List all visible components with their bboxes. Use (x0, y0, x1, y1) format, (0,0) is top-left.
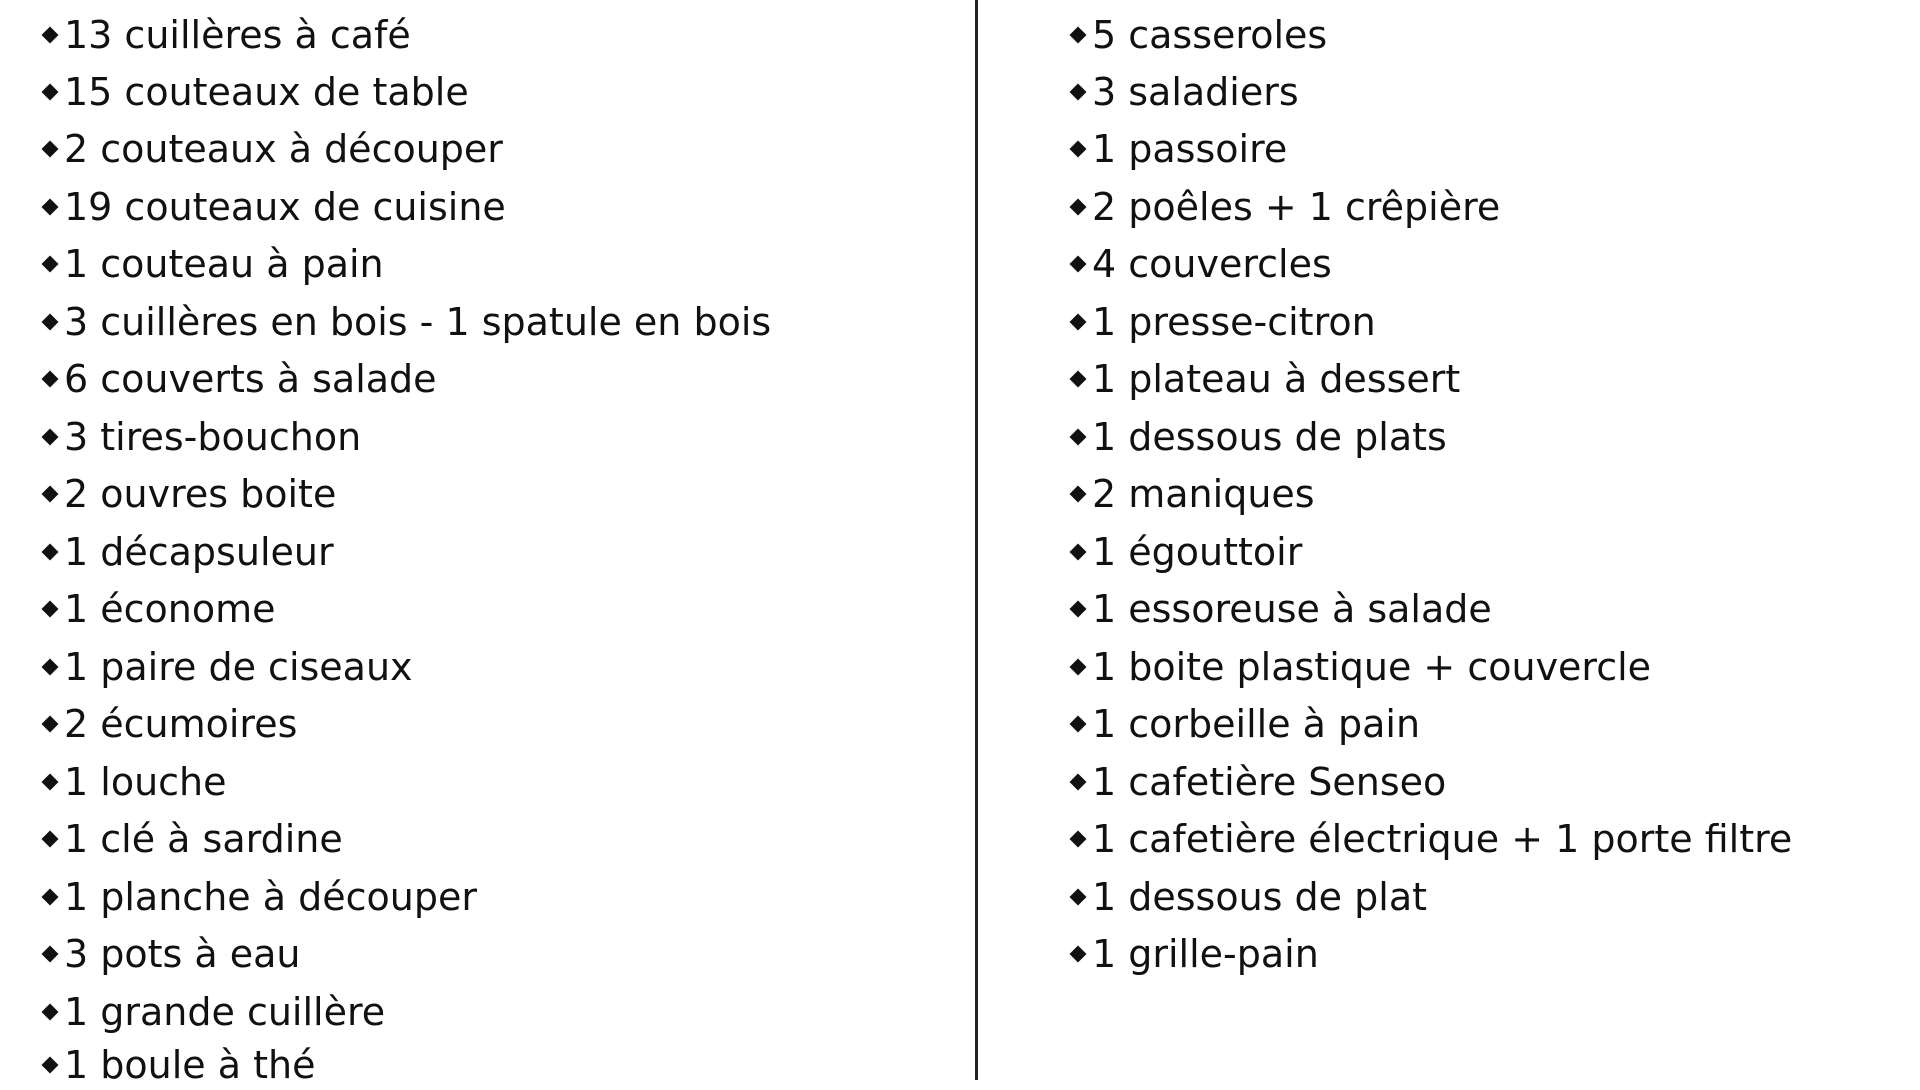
list-item (40, 297, 771, 347)
list-item (1068, 757, 1446, 807)
list-item (1068, 67, 1299, 117)
list-item (1068, 872, 1427, 922)
bullet-diamond-icon (1070, 946, 1087, 963)
list-item-text: 1 égouttoir (1092, 530, 1303, 574)
list-item (1068, 124, 1287, 174)
list-item-text: 4 couvercles (1092, 242, 1332, 286)
bullet-diamond-icon (42, 486, 59, 503)
list-item-text: 2 écumoires (64, 702, 298, 746)
list-item-text: 6 couverts à salade (64, 357, 437, 401)
list-item (1068, 297, 1376, 347)
list-item-text: 1 corbeille à pain (1092, 702, 1421, 746)
list-item (40, 757, 227, 807)
list-item (40, 987, 385, 1037)
list-item-text: 13 cuillères à café (64, 13, 411, 57)
bullet-diamond-icon (1070, 141, 1087, 158)
list-item-text: 1 décapsuleur (64, 530, 334, 574)
bullet-diamond-icon (1070, 84, 1087, 101)
list-item-text: 1 cafetière Senseo (1092, 760, 1447, 804)
list-item-text: 1 grille-pain (1092, 932, 1319, 976)
bullet-diamond-icon (42, 314, 59, 331)
list-item (40, 872, 477, 922)
bullet-diamond-icon (1070, 199, 1087, 216)
bullet-diamond-icon (42, 544, 59, 561)
list-item (1068, 239, 1332, 289)
bullet-diamond-icon (42, 429, 59, 446)
bullet-diamond-icon (42, 141, 59, 158)
list-item (1068, 354, 1460, 404)
list-item-text: 3 saladiers (1092, 70, 1299, 114)
list-item (40, 929, 301, 979)
bullet-diamond-icon (42, 774, 59, 791)
list-item-text: 1 planche à découper (64, 875, 477, 919)
list-item-text: 2 couteaux à découper (64, 127, 503, 171)
list-item-text: 2 poêles + 1 crêpière (1092, 185, 1501, 229)
list-item (1068, 584, 1492, 634)
list-item-text: 1 cafetière électrique + 1 porte filtre (1092, 817, 1793, 861)
list-item-text: 1 essoreuse à salade (1092, 587, 1492, 631)
list-item-text: 1 grande cuillère (64, 990, 386, 1034)
list-item (40, 124, 503, 174)
list-item-text: 1 clé à sardine (64, 817, 343, 861)
list-item-text: 19 couteaux de cuisine (64, 185, 506, 229)
bullet-diamond-icon (1070, 716, 1087, 733)
list-item (40, 527, 334, 577)
list-item (40, 699, 297, 749)
list-item-text: 1 économe (64, 587, 276, 631)
bullet-diamond-icon (1070, 544, 1087, 561)
bullet-diamond-icon (1070, 256, 1087, 273)
list-item-text: 1 paire de ciseaux (64, 645, 413, 689)
bullet-diamond-icon (42, 946, 59, 963)
bullet-diamond-icon (1070, 371, 1087, 388)
bullet-diamond-icon (42, 199, 59, 216)
bullet-diamond-icon (42, 601, 59, 618)
bullet-diamond-icon (1070, 659, 1087, 676)
bullet-diamond-icon (1070, 314, 1087, 331)
bullet-diamond-icon (42, 889, 59, 906)
list-item-text: 1 boite plastique + couvercle (1092, 645, 1652, 689)
list-item (1068, 527, 1302, 577)
list-item (40, 354, 437, 404)
list-item-text: 1 dessous de plats (1092, 415, 1447, 459)
list-item (1068, 10, 1327, 60)
list-item (40, 1040, 315, 1090)
bullet-diamond-icon (42, 27, 59, 44)
bullet-diamond-icon (1070, 429, 1087, 446)
bullet-diamond-icon (1070, 27, 1087, 44)
bullet-diamond-icon (1070, 889, 1087, 906)
list-item-text: 1 passoire (1092, 127, 1288, 171)
list-item-text: 2 maniques (1092, 472, 1315, 516)
list-item (40, 642, 413, 692)
bullet-diamond-icon (1070, 486, 1087, 503)
list-item-text: 5 casseroles (1092, 13, 1328, 57)
list-item-text: 1 louche (64, 760, 227, 804)
bullet-diamond-icon (42, 716, 59, 733)
list-item (40, 584, 276, 634)
list-item (1068, 814, 1792, 864)
list-item (40, 469, 336, 519)
right-column-list (1068, 0, 1908, 1080)
bullet-diamond-icon (42, 84, 59, 101)
list-item-text: 1 dessous de plat (1092, 875, 1428, 919)
list-item (1068, 929, 1319, 979)
bullet-diamond-icon (42, 1057, 59, 1074)
column-divider (975, 0, 978, 1080)
list-item-text: 1 plateau à dessert (1092, 357, 1461, 401)
list-item (40, 412, 361, 462)
bullet-diamond-icon (1070, 774, 1087, 791)
left-column-list (40, 0, 970, 1087)
bullet-diamond-icon (42, 831, 59, 848)
list-item (40, 239, 384, 289)
list-item (40, 67, 469, 117)
list-item (1068, 182, 1500, 232)
list-item-text: 15 couteaux de table (64, 70, 469, 114)
list-item-text: 1 presse-citron (1092, 300, 1376, 344)
bullet-diamond-icon (42, 371, 59, 388)
list-item-text: 3 pots à eau (64, 932, 301, 976)
list-item-text: 3 tires-bouchon (64, 415, 362, 459)
list-item (1068, 412, 1447, 462)
bullet-diamond-icon (42, 256, 59, 273)
bullet-diamond-icon (1070, 831, 1087, 848)
list-item-text: 2 ouvres boite (64, 472, 337, 516)
list-item-text: 3 cuillères en bois - 1 spatule en bois (64, 300, 772, 344)
list-item (1068, 699, 1420, 749)
list-item (40, 182, 506, 232)
list-item (40, 814, 343, 864)
list-item (1068, 642, 1651, 692)
list-item (1068, 469, 1315, 519)
bullet-diamond-icon (42, 659, 59, 676)
bullet-diamond-icon (1070, 601, 1087, 618)
list-item-text: 1 couteau à pain (64, 242, 384, 286)
list-item-text: 1 boule à thé (64, 1043, 316, 1087)
bullet-diamond-icon (42, 1004, 59, 1021)
list-item (40, 10, 411, 60)
